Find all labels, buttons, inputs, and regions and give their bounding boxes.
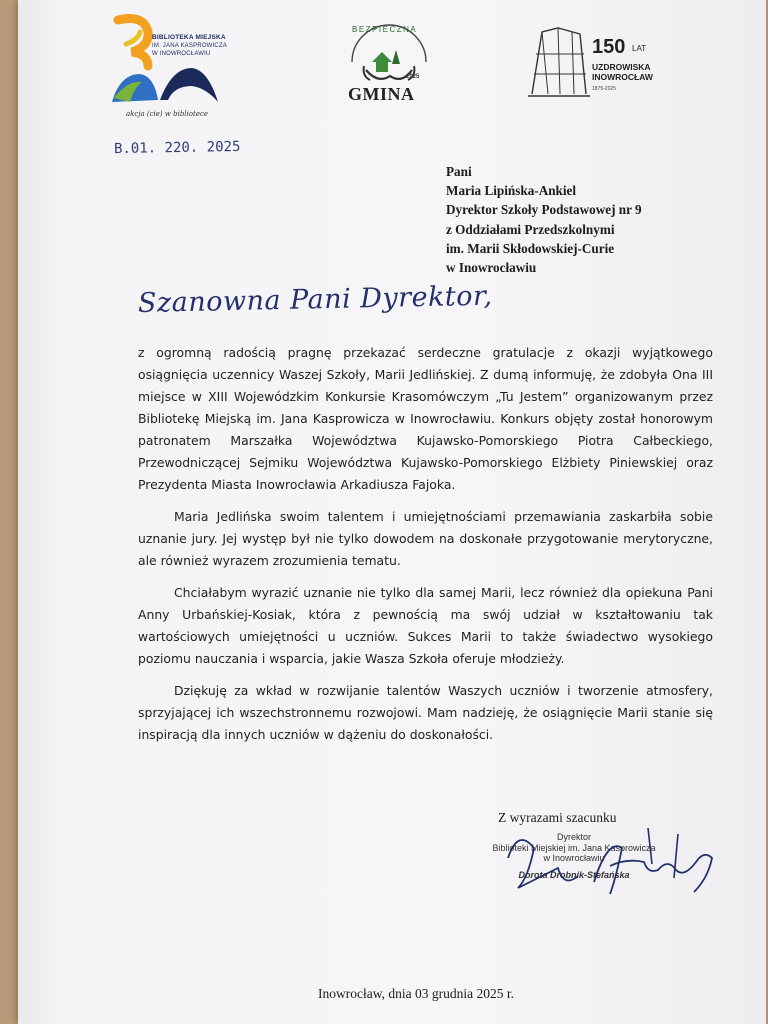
recipient-line: Maria Lipińska-Ankiel [446,183,577,199]
anniversary-line1: UZDROWISKA [592,62,651,72]
anniversary-text [592,62,653,82]
paragraph-2: Maria Jedlińska swoim talentem i umiejętnościami przemawiania zaskarbiła sobie uznanie jury. Jej występ był nie tylko dowodem na doskonałe przygotowanie merytoryczne, ale również wyrazem zrozumienia tematu. [138,509,713,568]
paragraph-4: Dziękuję za wkład w rozwijanie talentów Waszych uczniów i tworzenie atmosfery, sprzyjającej ich wszechstronnemu rozwojowi. Mam nadzieję, że osiągnięcie Marii stanie się inspiracją dla innych uczniów w dążeniu do doskonałości. [138,683,713,742]
safe-gmina-logo [344,22,434,108]
paragraph-1: z ogromną radością pragnę przekazać serdeczne gratulacje z okazji wyjątkowego osiągnięcia uczennicy Waszej Szkoły, Marii Jedlińskiej. Z dumą informuję, że zdobyła Ona III miejsce w XIII Wojewódzkim Konkursie Krasomówczym „Tu Jestem” organizowanym przez Bibliotekę Miejską im. Jana Kasprowicza w Inowrocławiu. Konkurs objęty został honorowym patronatem Marszałka Województwa Kujawsko-Pomorskiego Piotra Całbeckiego, Przewodniczącej Sejmiku Województwa Kujawsko-Pomorskiego Elżbiety Piniewskiej oraz Prezydenta Miasta Inowrocławia Arkadiusza Fajoka. [138,345,713,492]
paragraph-3: Chciałabym wyrazić uznanie nie tylko dla samej Marii, lecz również dla opiekuna Pani Anny Urbańskiej-Kosiak, która z pewnością ma swój udział w kształtowaniu tak wartościowych umiejętności u uczniów. Sukces Marii to także świadectwo wysokiego poziomu nauczania i wsparcia, jakie Wasza Szkoła oferuje młodzieży. [138,585,713,666]
recipient-line: w Inowrocławiu [446,260,537,276]
anniversary-number: 150 [592,36,626,58]
library-name [152,34,227,58]
library-slogan: akcja (cie) w bibliotece [126,110,209,118]
library-name-line1: BIBLIOTEKA MIEJSKA [152,34,226,41]
anniversary-line2: INOWROCŁAW [592,72,653,82]
library-name-line2: IM. JANA KASPROWICZA [152,43,228,49]
spa-anniversary-logo [528,24,688,104]
handwritten-salutation: Szanowna Pani Dyrektor, [137,280,493,319]
library-logo [108,14,258,134]
place-and-date: Inowrocław, dnia 03 grudnia 2025 r. [318,986,514,1001]
library-logo-mark [108,14,258,114]
stamp-title: Dyrektor [556,832,591,842]
graduation-tower-icon [528,24,590,104]
anniversary-years: 1875-2025 [592,86,616,92]
handwritten-reference-number: B.01. 220. 2025 [113,138,241,158]
stamp-line2: w Inowrocławiu [543,853,605,863]
recipient-line: z Oddziałami Przedszkolnymi [446,221,615,237]
recipient-line: im. Marii Skłodowskiej-Curie [446,240,615,256]
stamp-line1: Biblioteki Miejskiej im. Jana Kasprowicza [492,842,656,853]
handwritten-signature [498,818,728,908]
recipient-line: Dyrektor Szkoły Podstawowej nr 9 [446,202,642,218]
gmina-word: GMINA [348,84,415,104]
library-name-line3: W INOWROCŁAWIU [152,51,211,57]
letter-page [18,0,766,1024]
closing-phrase: Z wyrazami szacunku [498,810,617,825]
letter-body [138,342,713,756]
recipient-line: Pani [446,164,472,179]
recipient-address [446,162,642,277]
anniversary-lat: LAT [632,44,647,53]
gmina-year: 2025 [406,74,420,80]
stamp-name: Dorota Drobnik-Stefańska [518,869,630,880]
gmina-arc-text: BEZPIECZNA [352,25,418,34]
